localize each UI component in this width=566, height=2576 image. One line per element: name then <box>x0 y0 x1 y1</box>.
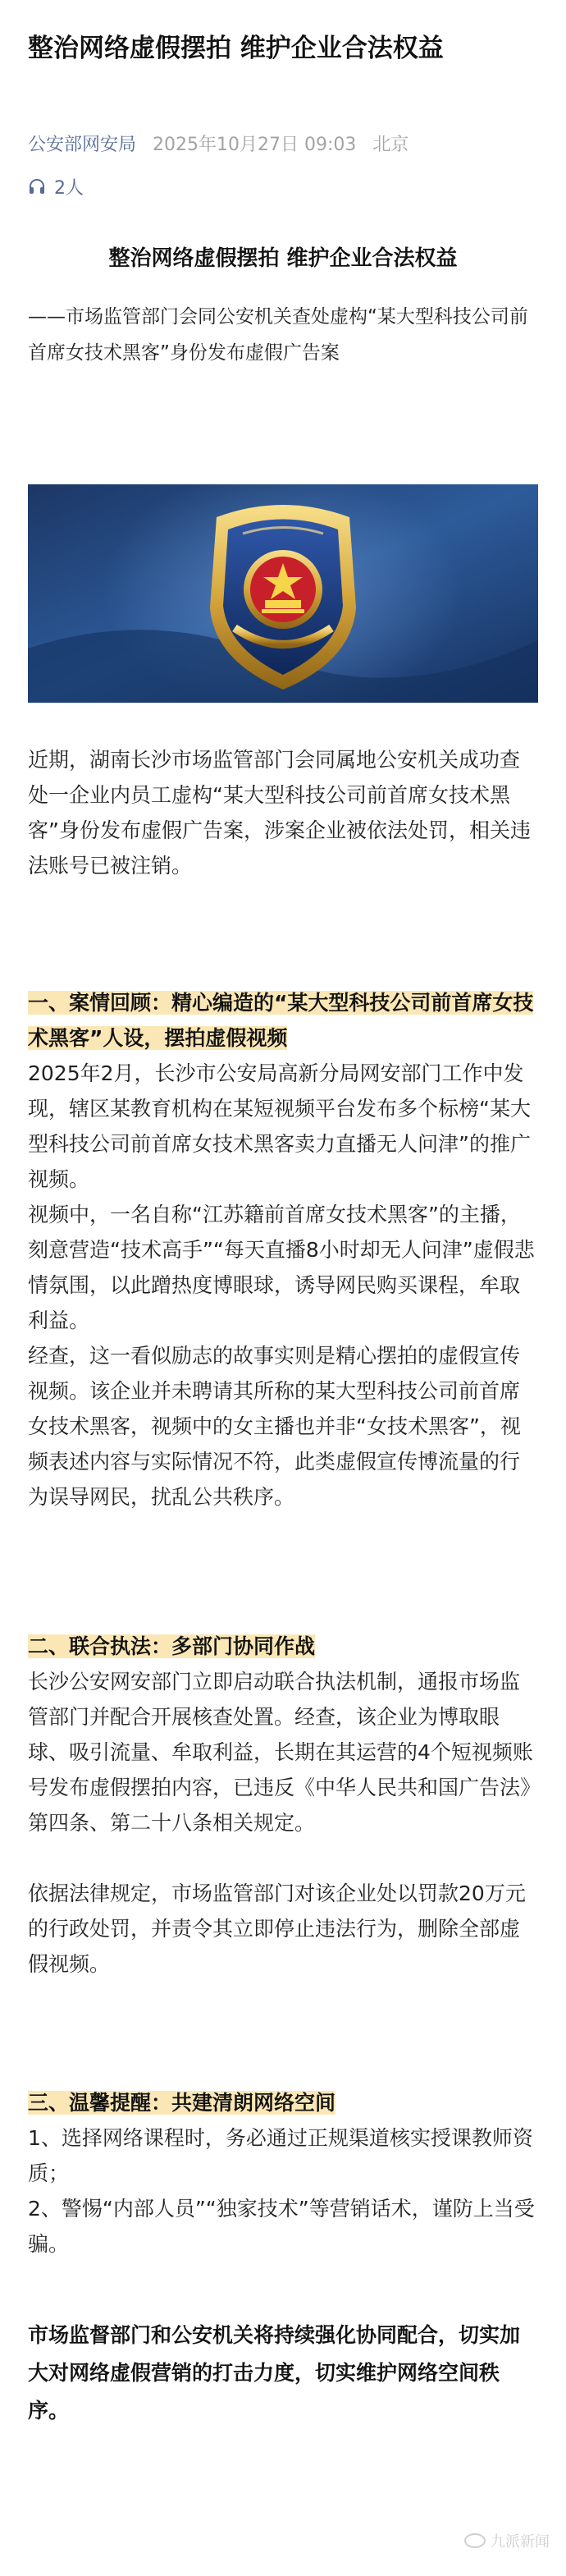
section2-heading-text: 二、联合执法：多部门协同作战 <box>28 1634 316 1658</box>
section3-paragraph-2: 2、警惕“内部人员”“独家技术”等营销话术，谨防上当受骗。 <box>28 2197 535 2256</box>
section3-heading-text: 三、温馨提醒：共建清朗网络空间 <box>28 2091 336 2115</box>
watermark-text: 九派新闻 <box>491 2533 550 2551</box>
section3-heading <box>28 2085 538 2120</box>
publish-location: 北京 <box>372 134 409 155</box>
source-account-link[interactable]: 公安部网安局 <box>28 134 137 155</box>
article-title: 整治网络虚假摆拍 维护企业合法权益 <box>108 246 458 271</box>
section3-paragraph-1: 1、选择网络课程时，务必通过正规渠道核实授课教师资质； <box>28 2126 533 2185</box>
section1-paragraph-3: 经查，这一看似励志的故事实则是精心摆拍的虚假宣传视频。该企业并未聘请其所称的某大型科技公司前首席女技术黑客，视频中的女主播也并非“女技术黑客”，视频表述内容与实际情况不符，此类虚假宣传博流量的行为误导网民，扰乱公共秩序。 <box>28 1344 521 1509</box>
section1-heading <box>28 985 538 1056</box>
section2-paragraph-2: 依据法律规定，市场监管部门对该企业处以罚款20万元的行政处罚，并责令其立即停止违法行为，删除全部虚假视频。 <box>28 1882 526 1976</box>
publish-date: 2025年10月27日 09:03 <box>153 134 357 155</box>
listen-count[interactable] <box>28 174 84 199</box>
section2-heading <box>28 1629 538 1664</box>
page-title: 整治网络虚假摆拍 维护企业合法权益 <box>28 34 444 63</box>
intro-paragraph: 近期，湖南长沙市场监管部门会同属地公安机关成功查处一企业内员工虚构“某大型科技公司前首席女技术黑客”身份发布虚假广告案，涉案企业被依法处罚，相关违法账号已被注销。 <box>28 748 531 878</box>
section1-paragraph-2: 视频中，一名自称“江苏籍前首席女技术黑客”的主播，刻意营造“技术高手”“每天直播8小时却无人问津”虚假悲情氛围，以此蹭热度博眼球，诱导网民购买课程，牟取利益。 <box>28 1203 535 1332</box>
article-meta <box>28 130 409 156</box>
watermark-logo-icon <box>464 2533 486 2548</box>
section1-paragraph-1: 2025年2月，长沙市公安局高新分局网安部门工作中发现，辖区某教育机构在某短视频平台发布多个标榜“某大型科技公司前首席女技术黑客卖力直播无人问津”的推广视频。 <box>28 1061 531 1191</box>
section1-heading-text: 一、案情回顾：精心编造的“某大型科技公司前首席女技术黑客”人设，摆拍虚假视频 <box>28 991 534 1050</box>
police-emblem-banner <box>28 484 538 703</box>
headphones-icon <box>28 177 46 195</box>
section2-paragraph-1: 长沙公安网安部门立即启动联合执法机制，通报市场监管部门并配合开展核查处置。经查，该企业为博取眼球、吸引流量、牟取利益，长期在其运营的4个短视频账号发布虚假摆拍内容，已违反《中华人民共和国广告法》第四条、第二十八条相关规定。 <box>28 1670 533 1835</box>
article-subtitle: ——市场监管部门会同公安机关查处虚构“某大型科技公司前首席女技术黑客”身份发布虚假广告案 <box>28 306 528 364</box>
closing-statement: 市场监督部门和公安机关将持续强化协同配合，切实加大对网络虚假营销的打击力度，切实维护网络空间秩序。 <box>28 2323 521 2422</box>
watermark <box>464 2528 550 2553</box>
listen-count-label: 2人 <box>54 177 84 199</box>
police-emblem-image <box>28 484 538 703</box>
